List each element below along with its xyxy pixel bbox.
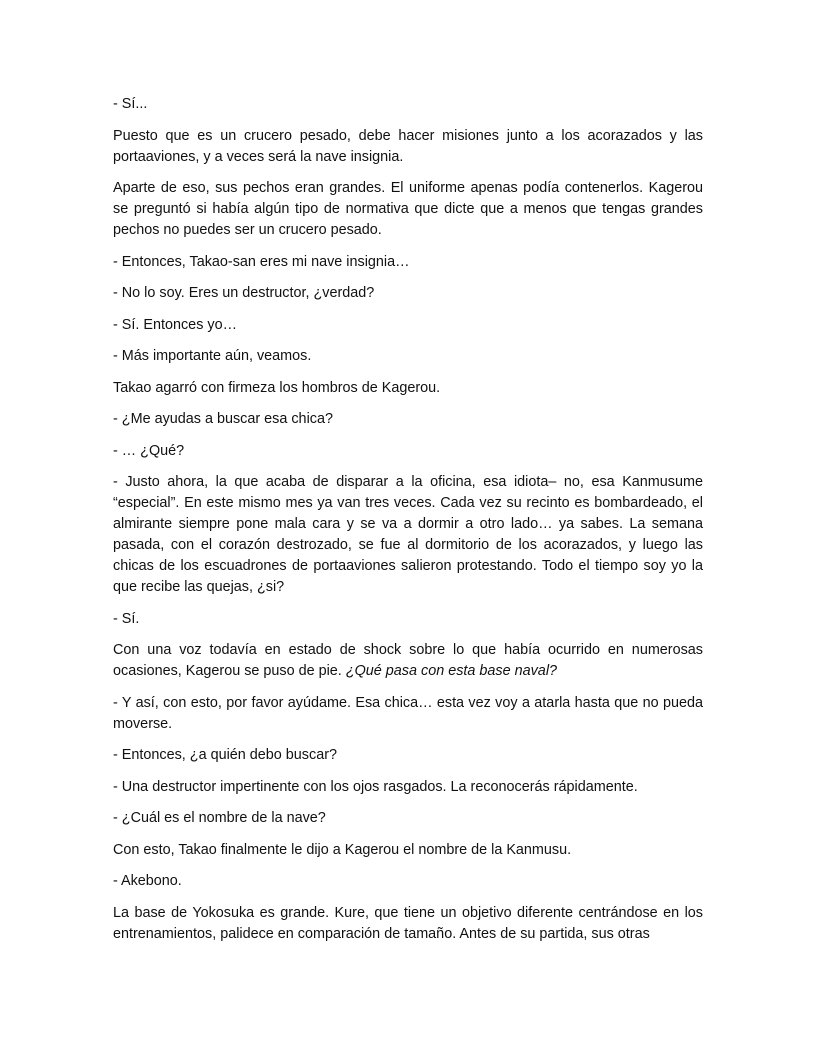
- paragraph: - No lo soy. Eres un destructor, ¿verdad?: [113, 285, 375, 301]
- paragraph: La base de Yokosuka es grande. Kure, que tiene un objetivo diferente centrándose en los entrenamientos, palidece en comparación de tamaño. Antes de su partida, sus otras: [113, 904, 703, 942]
- paragraph: - ¿Me ayudas a buscar esa chica?: [113, 411, 333, 427]
- paragraph: - Justo ahora, la que acaba de disparar a la oficina, esa idiota– no, esa Kanmusume “especial”. En este mismo mes ya van tres veces. Cada vez su recinto es bombardeado, el almirante siempre pone mala cara y se va a dormir a otro lado… ya sabes. La semana pasada, con el corazón destrozado, se fue al dormitorio de los acorazados, y luego las chicas de los escuadrones de portaaviones salieron protestando. Todo el tiempo soy yo la que recibe las quejas, ¿si?: [113, 474, 703, 595]
- paragraph: - Akebono.: [113, 873, 182, 889]
- paragraph: - Y así, con esto, por favor ayúdame. Esa chica… esta vez voy a atarla hasta que no pueda moverse.: [113, 694, 703, 732]
- paragraph: - Entonces, ¿a quién debo buscar?: [113, 747, 337, 763]
- paragraph: Puesto que es un crucero pesado, debe hacer misiones junto a los acorazados y las portaaviones, y a veces será la nave insignia.: [113, 127, 703, 165]
- paragraph: Takao agarró con firmeza los hombros de Kagerou.: [113, 379, 441, 396]
- paragraph: Con esto, Takao finalmente le dijo a Kagerou el nombre de la Kanmusu.: [113, 841, 572, 858]
- paragraph-text: Con una voz todavía en estado de shock sobre lo que había ocurrido en numerosas ocasiones, Kagerou se puso de pie.: [113, 642, 703, 679]
- paragraph-with-italic: [113, 640, 703, 682]
- document-page: [113, 94, 703, 945]
- paragraph: - Entonces, Takao-san eres mi nave insignia…: [113, 253, 410, 270]
- italic-thought: ¿Qué pasa con esta base naval?: [345, 663, 558, 679]
- paragraph: - Sí.: [113, 610, 140, 627]
- paragraph: - … ¿Qué?: [113, 442, 185, 459]
- paragraph: - Una destructor impertinente con los ojos rasgados. La reconocerás rápidamente.: [113, 778, 638, 795]
- paragraph: - ¿Cuál es el nombre de la nave?: [113, 810, 326, 826]
- paragraph: - Sí. Entonces yo…: [113, 316, 237, 333]
- paragraph: - Sí...: [113, 96, 148, 112]
- paragraph: Aparte de eso, sus pechos eran grandes. El uniforme apenas podía contenerlos. Kagerou se preguntó si había algún tipo de normativa que dicte que a menos que tengas grandes pechos no puedes ser un crucero pesado.: [113, 180, 703, 238]
- paragraph: - Más importante aún, veamos.: [113, 348, 312, 364]
